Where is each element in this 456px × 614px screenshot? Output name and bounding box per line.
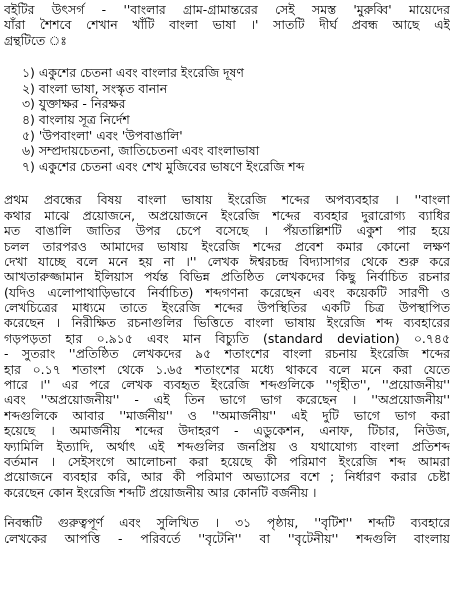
paragraph-spacer	[4, 500, 450, 515]
body-line: হার ০.১৭ শতাংশ থেকে ১.৬৫ শতাংশের মধ্যে থাকবে বলে মনে করা যেতে	[4, 361, 450, 377]
body-line: প্রয়োজনে ব্যবহার করি, আর কী পরিমাণ অভ্যাসের বশে ; নির্ধারণ করার চেষ্টা	[4, 469, 450, 485]
essay-list-item: ৬) সম্প্রদায়চেতনা, জাতিচেতনা এবং বাংলাভাষা	[22, 143, 260, 159]
body-line: চলল তারপরও আমাদের ভাষায় ইংরেজি শব্দের প্রবেশ কমার কোনো লক্ষণ	[4, 238, 450, 254]
body-line: হয়েছে । অমার্জনীয় শব্দের উদাহরণ - এডুকেশন, এনাফ, টিচার, নিউজ,	[4, 423, 450, 439]
tail-line: লেখকের আপত্তি - পরিবর্তে ''বৃটেনি'' বা ''বৃটেনীয়'' শব্দগুলি বাংলায়	[4, 530, 450, 546]
body-line: পারে ।'' এর পরে লেখক ব্যবহৃত ইংরেজি শব্দগুলিকে ''গৃহীত'', ''প্রয়োজনীয়''	[4, 377, 450, 393]
essay-list-item: ৫) 'উপবাংলা' এবং 'উপবাঙালি'	[22, 127, 183, 143]
body-line: শব্দগুলিকে আবার ''মার্জনীয়'' ও ''অমার্জনীয়'' এই দুটি ভাগে ভাগ করা	[4, 407, 450, 423]
body-line: করেছেন কোন ইংরেজি শব্দটি প্রয়োজনীয় আর কোনটি বর্জনীয় ।	[4, 484, 317, 500]
essay-list-item: ৩) যুক্তাক্ষর - নিরক্ষর	[22, 96, 126, 112]
body-line: কথার মাঝে প্রয়োজনে, অপ্রয়োজনে ইংরেজি শব্দের ব্যবহার দুরারোগ্য ব্যাধির	[4, 207, 450, 223]
body-line: লেখচিত্রের মাধ্যমে তাতে ইংরেজি শব্দের উপস্থিতির একটি চিত্র উপস্থাপিত	[4, 300, 450, 316]
body-line: গড়পড়তা হার ০.৯১৫ এবং মান বিচ্যুতি (standard deviation) ০.৭৪৫	[4, 330, 450, 346]
intro-line: গ্রন্থটিতে ঃ	[4, 32, 67, 48]
essay-list-item: ২) বাংলা ভাষা, সংস্কৃত বানান	[22, 80, 168, 96]
intro-paragraph	[4, 2, 450, 48]
body-line: ফ্যামিলি ইত্যাদি, অর্থাৎ এই শব্দগুলির জনপ্রিয় ও যথাযোগ্য বাংলা প্রতিশব্দ	[4, 438, 450, 454]
tail-line: নিবন্ধটি গুরুত্বপূর্ণ এবং সুলিখিত । ৩১ পৃষ্ঠায়, ''বৃটিশ'' শব্দটি ব্যবহারে	[4, 515, 450, 531]
body-line: বর্তমান । সেইসংগে আলোচনা করা হয়েছে কী পরিমাণ ইংরেজি শব্দ আমরা	[4, 453, 450, 469]
tail-paragraph	[4, 515, 450, 546]
body-line: দেখা যাচ্ছে বলে মনে হয় না ।'' লেখক ঈশ্বরচন্দ্র বিদ্যাসাগর থেকে শুরু করে	[4, 253, 450, 269]
body-line: মত বাঙালি জাতির উপর চেপে বসেছে । পঁয়তাল্লিশটি একুশ পার হয়ে	[4, 223, 450, 239]
body-line: (যদিও এলোপাথাড়িভাবে নির্বাচিত) শব্দগণনা করেছেন এবং কয়েকটি সারণী ও	[4, 284, 450, 300]
body-line: প্রথম প্রবন্ধের বিষয় বাংলা ভাষায় ইংরেজি শব্দের অপব্যবহার । ''বাংলা	[4, 192, 450, 208]
essay-list-item: ৪) বাংলায় সূত্র নির্দেশ	[22, 111, 130, 127]
body-line: করেছেন । নিরীক্ষিত রচনাগুলির ভিত্তিতে বাংলা ভাষায় ইংরেজি শব্দ ব্যবহারের	[4, 315, 450, 331]
essay-list-item: ৭) একুশের চেতনা এবং শেখ মুজিবের ভাষণে ইংরেজি শব্দ	[22, 158, 305, 174]
intro-line: বইটির উৎসর্গ - ''বাংলার গ্রাম-গ্রামান্তরের সেই সমস্ত 'মুরুব্বি' মায়েদের	[4, 2, 450, 17]
body-paragraph	[4, 192, 450, 500]
essay-list-item: ১) একুশের চেতনা এবং বাংলার ইংরেজি দূষণ	[22, 65, 244, 81]
intro-line: যাঁরা শৈশবে শেখান খাঁটি বাংলা ভাষা ।' সাতটি দীর্ঘ প্রবন্ধ আছে এই	[4, 17, 450, 33]
essay-list	[4, 65, 450, 174]
body-line: এবং ''অপ্রয়োজনীয়'' - এই তিন ভাগে ভাগ করেছেন । ''অপ্রয়োজনীয়''	[4, 392, 450, 408]
body-line: - সুতরাং ''প্রতিষ্ঠিত লেখকদের ৯৫ শতাংশের বাংলা রচনায় ইংরেজি শব্দের	[4, 346, 450, 362]
body-line: আখতারুজ্জামান ইলিয়াস পর্যন্ত বিভিন্ন প্রতিষ্ঠিত লেখকদের কিছু নির্বাচিত রচনার	[4, 269, 450, 285]
